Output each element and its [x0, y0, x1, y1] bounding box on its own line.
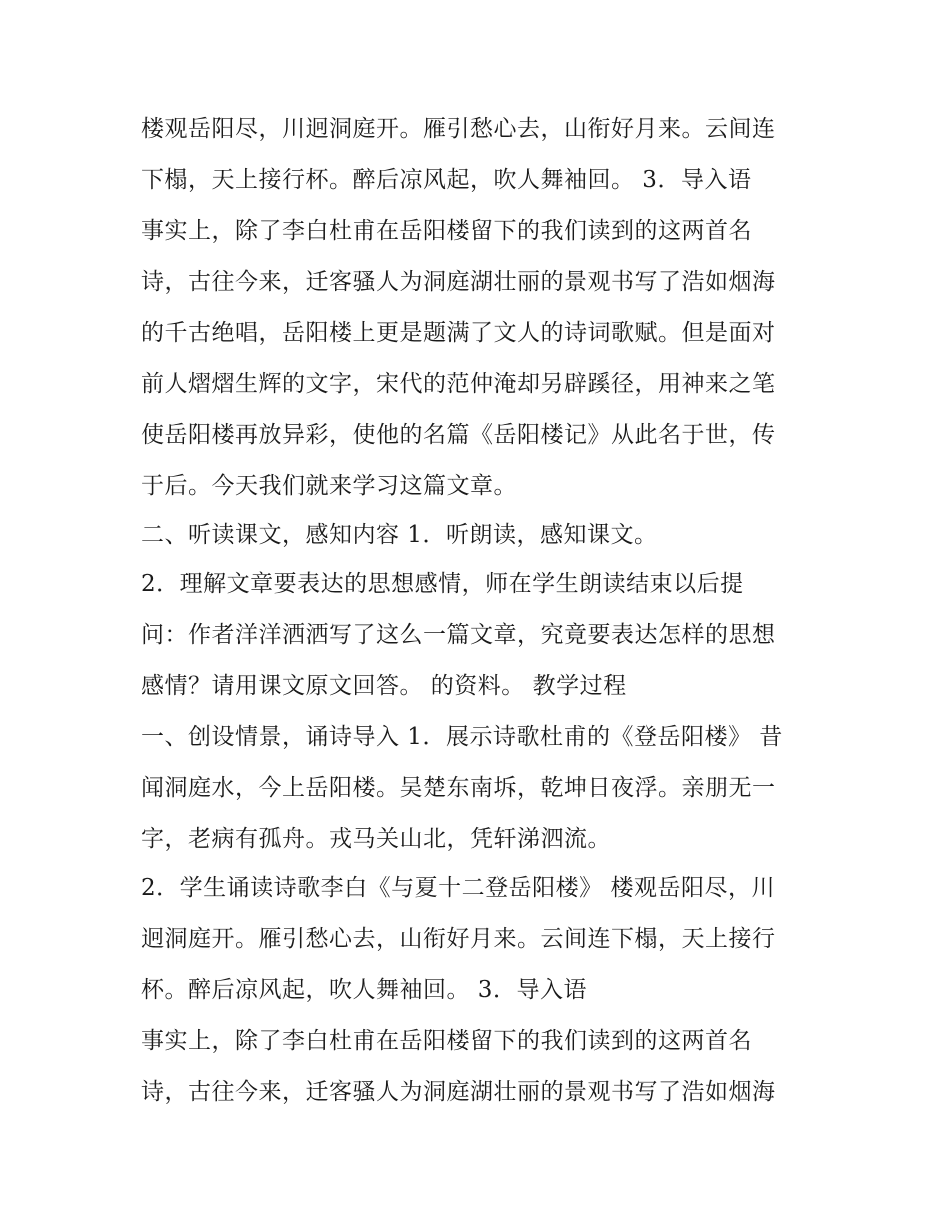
text-line: 迥洞庭开。雁引愁心去，山衔好月来。云间连下榻，天上接行: [141, 926, 776, 952]
text-line: 下榻，天上接行杯。醉后凉风起，吹人舞袖回。 3．导入语: [141, 167, 752, 193]
text-line: 一、创设情景，诵诗导入 1．展示诗歌杜甫的《登岳阳楼》 昔: [141, 724, 783, 750]
text-line: 字，老病有孤舟。戎马关山北，凭轩涕泗流。: [141, 826, 611, 852]
text-line: 问：作者洋洋洒洒写了这么一篇文章，究竟要表达怎样的思想: [141, 622, 776, 648]
text-line: 二、听读课文，感知内容 1．听朗读，感知课文。: [141, 522, 658, 548]
text-line: 2．理解文章要表达的思想感情，师在学生朗读结束以后提: [141, 571, 744, 597]
text-line: 使岳阳楼再放异彩，使他的名篇《岳阳楼记》从此名于世，传: [141, 422, 776, 448]
text-line: 事实上，除了李白杜甫在岳阳楼留下的我们读到的这两首名: [141, 1028, 752, 1054]
text-line: 闻洞庭水，今上岳阳楼。吴楚东南坼，乾坤日夜浮。亲朋无一: [141, 775, 776, 801]
text-line: 杯。醉后凉风起，吹人舞袖回。 3．导入语: [141, 977, 587, 1003]
text-line: 的千古绝唱，岳阳楼上更是题满了文人的诗词歌赋。但是面对: [141, 320, 776, 346]
text-line: 于后。今天我们就来学习这篇文章。: [141, 473, 517, 499]
text-line: 事实上，除了李白杜甫在岳阳楼留下的我们读到的这两首名: [141, 218, 752, 244]
text-line: 前人熠熠生辉的文字，宋代的范仲淹却另辟蹊径，用神来之笔: [141, 371, 776, 397]
text-line: 楼观岳阳尽，川迥洞庭开。雁引愁心去，山衔好月来。云间连: [141, 116, 776, 142]
text-line: 2．学生诵读诗歌李白《与夏十二登岳阳楼》 楼观岳阳尽，川: [141, 875, 775, 901]
text-line: 感情？请用课文原文回答。 的资料。 教学过程: [141, 673, 627, 699]
text-line: 诗，古往今来，迁客骚人为洞庭湖壮丽的景观书写了浩如烟海: [141, 1079, 776, 1105]
text-line: 诗，古往今来，迁客骚人为洞庭湖壮丽的景观书写了浩如烟海: [141, 269, 776, 295]
